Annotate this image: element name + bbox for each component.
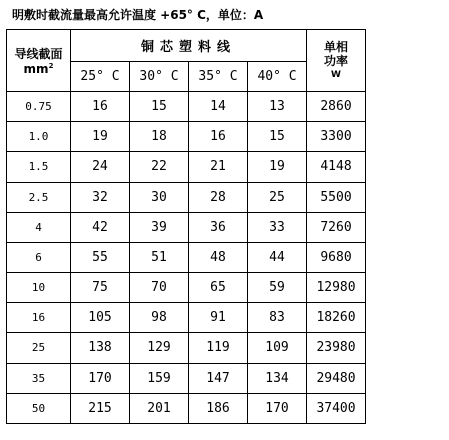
amp-40-cell: 25 (248, 182, 307, 212)
header-temp-25: 25° C (71, 62, 130, 92)
table-row (7, 363, 366, 393)
table-row (7, 182, 366, 212)
cross-section-cell: 50 (7, 393, 71, 423)
table-row (7, 273, 366, 303)
power-cell: 37400 (307, 393, 366, 423)
amp-25-cell: 16 (71, 92, 130, 122)
power-unit: W (331, 69, 341, 80)
table-row (7, 212, 366, 242)
amp-25-cell: 24 (71, 152, 130, 182)
cross-section-cell: 0.75 (7, 92, 71, 122)
cross-section-cell: 10 (7, 273, 71, 303)
amp-25-cell: 32 (71, 182, 130, 212)
header-cross-section (7, 30, 71, 92)
cross-section-cell: 16 (7, 303, 71, 333)
table-row (7, 333, 366, 363)
amp-25-cell: 215 (71, 393, 130, 423)
amp-30-cell: 51 (130, 242, 189, 272)
table-row (7, 393, 366, 423)
cross-section-cell: 4 (7, 212, 71, 242)
amp-35-cell: 91 (189, 303, 248, 333)
amp-35-cell: 147 (189, 363, 248, 393)
power-label-line1: 单相 (324, 39, 349, 54)
table-row (7, 92, 366, 122)
amp-35-cell: 119 (189, 333, 248, 363)
amp-25-cell: 75 (71, 273, 130, 303)
cross-section-cell: 6 (7, 242, 71, 272)
amp-25-cell: 19 (71, 122, 130, 152)
amp-30-cell: 15 (130, 92, 189, 122)
power-cell: 9680 (307, 242, 366, 272)
power-cell: 18260 (307, 303, 366, 333)
amp-30-cell: 159 (130, 363, 189, 393)
power-cell: 7260 (307, 212, 366, 242)
header-temp-35: 35° C (189, 62, 248, 92)
amp-30-cell: 22 (130, 152, 189, 182)
power-cell: 3300 (307, 122, 366, 152)
power-cell: 29480 (307, 363, 366, 393)
table-row (7, 242, 366, 272)
current-capacity-table (6, 29, 366, 424)
amp-40-cell: 134 (248, 363, 307, 393)
amp-30-cell: 70 (130, 273, 189, 303)
table-row (7, 122, 366, 152)
header-copper-core: 铜芯塑料线 (71, 30, 307, 62)
amp-40-cell: 13 (248, 92, 307, 122)
table-row (7, 152, 366, 182)
header-single-phase-power (307, 30, 366, 92)
amp-25-cell: 170 (71, 363, 130, 393)
amp-30-cell: 201 (130, 393, 189, 423)
power-label-line2: 功率 (324, 53, 349, 68)
cross-section-label: 导线截面 (14, 47, 63, 61)
header-temp-40: 40° C (248, 62, 307, 92)
amp-35-cell: 16 (189, 122, 248, 152)
amp-35-cell: 14 (189, 92, 248, 122)
amp-25-cell: 55 (71, 242, 130, 272)
amp-40-cell: 44 (248, 242, 307, 272)
power-cell: 12980 (307, 273, 366, 303)
amp-25-cell: 138 (71, 333, 130, 363)
amp-35-cell: 48 (189, 242, 248, 272)
amp-40-cell: 83 (248, 303, 307, 333)
amp-40-cell: 15 (248, 122, 307, 152)
amp-35-cell: 65 (189, 273, 248, 303)
table-row (7, 303, 366, 333)
table-caption: 明敷时截流量最高允许温度 +65° C，单位：A (12, 8, 264, 22)
amp-30-cell: 129 (130, 333, 189, 363)
amp-30-cell: 39 (130, 212, 189, 242)
amp-40-cell: 170 (248, 393, 307, 423)
amp-30-cell: 98 (130, 303, 189, 333)
amp-25-cell: 42 (71, 212, 130, 242)
amp-25-cell: 105 (71, 303, 130, 333)
amp-30-cell: 18 (130, 122, 189, 152)
amp-35-cell: 36 (189, 212, 248, 242)
amp-35-cell: 21 (189, 152, 248, 182)
amp-40-cell: 33 (248, 212, 307, 242)
amp-40-cell: 109 (248, 333, 307, 363)
amp-35-cell: 186 (189, 393, 248, 423)
power-cell: 5500 (307, 182, 366, 212)
cross-section-cell: 2.5 (7, 182, 71, 212)
power-cell: 2860 (307, 92, 366, 122)
cross-section-cell: 25 (7, 333, 71, 363)
cross-section-cell: 1.5 (7, 152, 71, 182)
amp-35-cell: 28 (189, 182, 248, 212)
amp-30-cell: 30 (130, 182, 189, 212)
amp-40-cell: 19 (248, 152, 307, 182)
power-cell: 23980 (307, 333, 366, 363)
amp-40-cell: 59 (248, 273, 307, 303)
power-cell: 4148 (307, 152, 366, 182)
header-temp-30: 30° C (130, 62, 189, 92)
cross-section-unit: $mm^2$ (23, 62, 54, 76)
cross-section-cell: 35 (7, 363, 71, 393)
cross-section-cell: 1.0 (7, 122, 71, 152)
